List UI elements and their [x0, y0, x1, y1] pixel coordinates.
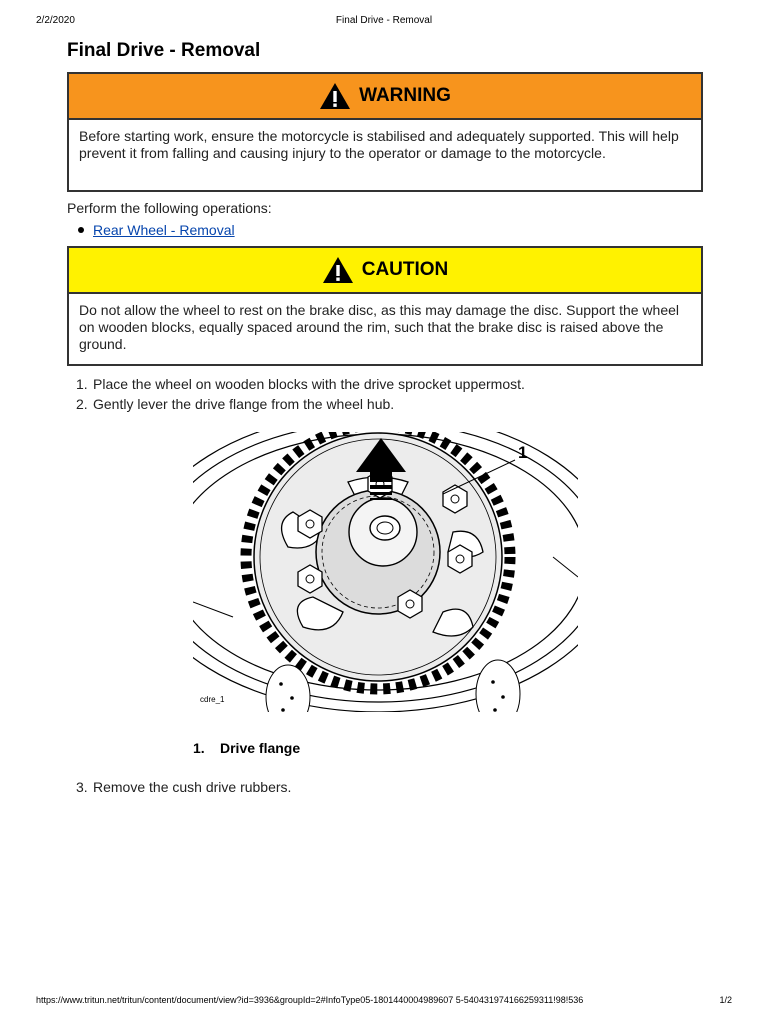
print-date: 2/2/2020	[36, 15, 75, 26]
step-number: 3.	[76, 779, 88, 795]
intro-text: Perform the following operations:	[67, 200, 272, 216]
warning-triangle-icon	[319, 82, 351, 110]
rear-wheel-removal-link[interactable]: Rear Wheel - Removal	[93, 222, 235, 238]
footer-page-number: 1/2	[719, 995, 732, 1005]
warning-label: WARNING	[359, 85, 451, 106]
warning-header	[69, 74, 701, 120]
caution-box	[67, 246, 703, 366]
step-text: Remove the cush drive rubbers.	[93, 779, 292, 795]
step-number: 1.	[76, 376, 88, 392]
caution-text: Do not allow the wheel to rest on the brake disc, as this may damage the disc. Support the wheel on wooden blocks, equally spaced around the rim, such that the brake disc is raised above the ground.	[79, 302, 679, 352]
drive-flange-figure	[193, 432, 578, 712]
list-item	[78, 222, 235, 238]
step-item	[76, 374, 525, 394]
legend-number: 1.	[193, 740, 205, 756]
step-list	[76, 374, 525, 414]
sprocket-illustration	[193, 432, 578, 712]
caution-label: CAUTION	[361, 259, 449, 280]
page-title: Final Drive - Removal	[67, 40, 261, 61]
figure-callout-number: 1	[518, 443, 528, 462]
figure-legend	[193, 740, 300, 756]
warning-box	[67, 72, 703, 192]
step-text: Place the wheel on wooden blocks with the drive sprocket uppermost.	[93, 376, 525, 392]
warning-text: Before starting work, ensure the motorcycle is stabilised and adequately supported. This will help prevent it from falling and causing injury to the operator or damage to the motorcycle.	[79, 128, 679, 161]
figure-code: cdre_1	[200, 695, 225, 704]
bullet-icon	[78, 227, 84, 233]
print-header-title: Final Drive - Removal	[335, 15, 433, 26]
footer-url: https://www.tritun.net/tritun/content/document/view?id=3936&groupId=2#InfoType05-1801440004989607 5-540431974166259311!98!536	[36, 995, 584, 1005]
legend-text: Drive flange	[220, 740, 301, 756]
step-number: 2.	[76, 396, 88, 412]
step-text: Gently lever the drive flange from the wheel hub.	[93, 396, 395, 412]
caution-header	[69, 248, 701, 294]
step-item	[76, 779, 291, 795]
caution-triangle-icon	[322, 256, 354, 284]
step-item	[76, 394, 525, 414]
